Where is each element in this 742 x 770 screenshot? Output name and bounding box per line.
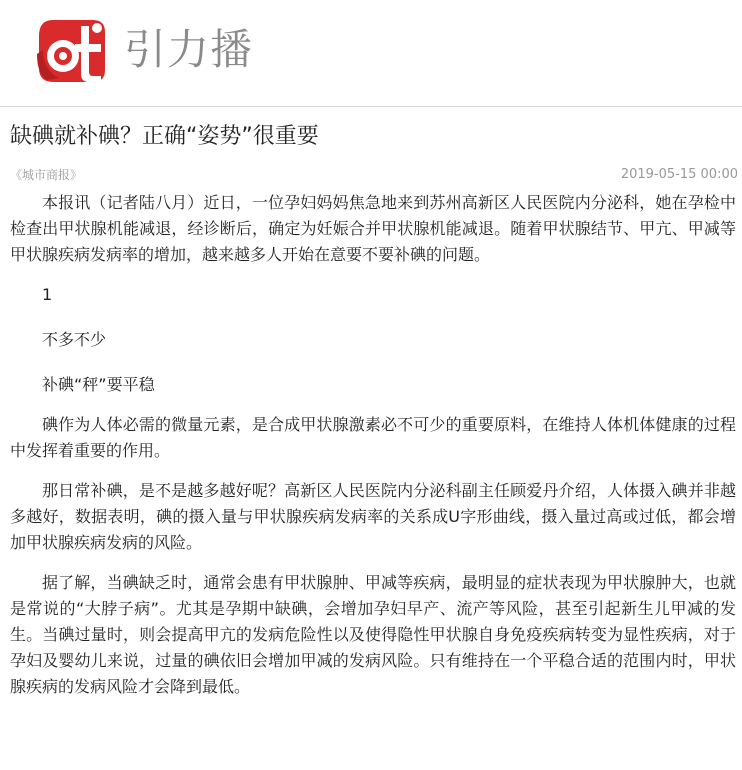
section-heading: 不多不少 <box>42 330 107 349</box>
section-subheading: 补碘“秤”要平稳 <box>42 375 155 394</box>
article-source: 《城市商报》 <box>10 168 83 182</box>
yinlibo-logo-icon[interactable] <box>33 14 111 88</box>
section-number: 1 <box>42 285 53 304</box>
article-paragraph: 本报讯（记者陆八月）近日，一位孕妇妈妈焦急地来到苏州高新区人民医院内分泌科，她在孕检中检查出甲状腺机能减退，经诊断后，确定为妊娠合并甲状腺机能减退。随着甲状腺结节、甲亢、甲减等甲状腺疾病发病率的增加，越来越多人开始在意要不要补碘的问题。 <box>10 193 736 264</box>
article-paragraph: 那日常补碘，是不是越多越好呢？高新区人民医院内分泌科副主任顾爱丹介绍，人体摄入碘并非越多越好，数据表明，碘的摄入量与甲状腺疾病发病率的关系成U字形曲线，摄入量过高或过低，都会增加甲状腺疾病发病的风险。 <box>10 481 736 552</box>
article-date: 2019-05-15 00:00 <box>620 167 738 182</box>
site-header <box>0 0 742 107</box>
article-body <box>10 190 736 714</box>
site-name[interactable]: 引力播 <box>124 25 254 74</box>
article-paragraph: 据了解，当碘缺乏时，通常会患有甲状腺肿、甲减等疾病，最明显的症状表现为甲状腺肿大，也就是常说的“大脖子病”。尤其是孕期中缺碘，会增加孕妇早产、流产等风险，甚至引起新生儿甲减的发生。当碘过量时，则会提高甲亢的发病危险性以及使得隐性甲状腺自身免疫疾病转变为显性疾病，对于孕妇及婴幼儿来说，过量的碘依旧会增加甲减的发病风险。只有维持在一个平稳合适的范围内时，甲状腺疾病的发病风险才会降到最低。 <box>10 573 736 696</box>
article-title: 缺碘就补碘？正确“姿势”很重要 <box>10 124 319 149</box>
article-paragraph: 碘作为人体必需的微量元素，是合成甲状腺激素必不可少的重要原料，在维持人体机体健康的过程中发挥着重要的作用。 <box>10 415 736 460</box>
